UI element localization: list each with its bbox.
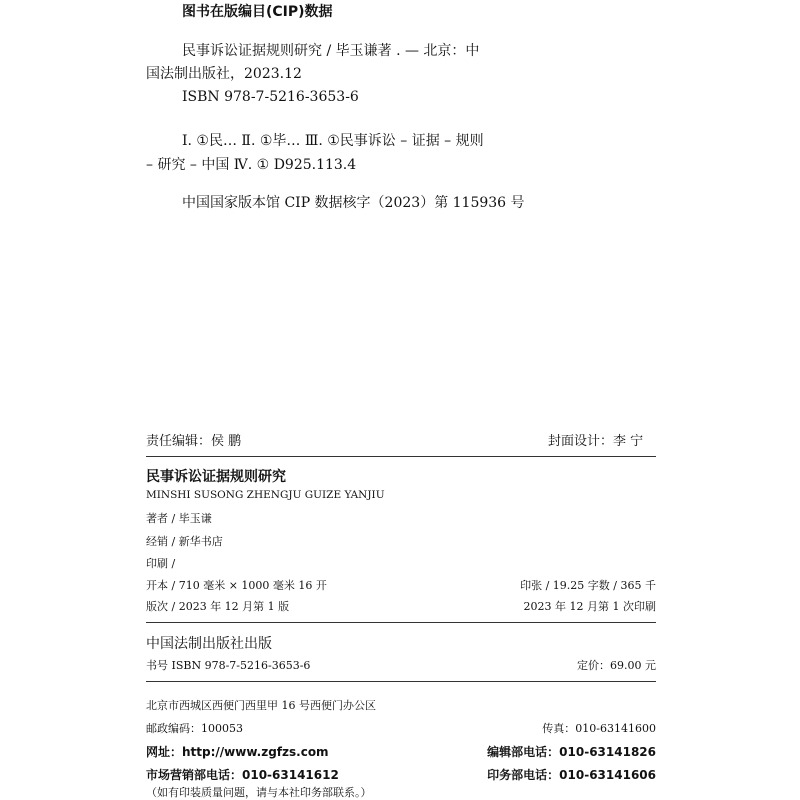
distributor: 经销 / 新华书店 <box>146 535 223 548</box>
author: 著者 / 毕玉谦 <box>146 512 212 525</box>
cover-designer: 封面设计：李 宁 <box>548 434 644 449</box>
cip-line-1: 民事诉讼证据规则研究 / 毕玉谦著 . — 北京：中 <box>182 43 480 59</box>
quality-note: （如有印装质量问题，请与本社印务部联系。） <box>146 786 372 799</box>
address: 北京市西城区西便门西里甲 16 号西便门办公区 <box>146 699 376 712</box>
printer: 印刷 / <box>146 557 176 570</box>
book-number: 书号 ISBN 978-7-5216-3653-6 <box>146 659 311 672</box>
cip-classification-2: – 研究 – 中国 Ⅳ. ① D925.113.4 <box>146 157 357 173</box>
divider <box>146 456 656 457</box>
price: 定价：69.00 元 <box>577 659 656 672</box>
cip-classification-1: Ⅰ. ①民… Ⅱ. ①毕… Ⅲ. ①民事诉讼 – 证据 – 规则 <box>182 133 484 149</box>
printed-sheets-word-count: 印张 / 19.25 字数 / 365 千 <box>520 579 656 592</box>
fax: 传真：010-63141600 <box>542 722 656 735</box>
book-title-pinyin: MINSHI SUSONG ZHENGJU GUIZE YANJIU <box>146 489 385 501</box>
cip-header: 图书在版编目(CIP)数据 <box>182 4 333 20</box>
book-title: 民事诉讼证据规则研究 <box>146 469 286 485</box>
responsible-editor: 责任编辑：侯 鹏 <box>146 434 242 449</box>
book-format: 开本 / 710 毫米 × 1000 毫米 16 开 <box>146 579 327 592</box>
cip-isbn: ISBN 978-7-5216-3653-6 <box>182 89 359 105</box>
edition: 版次 / 2023 年 12 月第 1 版 <box>146 600 290 613</box>
printing-dept-phone: 印务部电话：010-63141606 <box>487 768 656 782</box>
postcode: 邮政编码：100053 <box>146 722 243 735</box>
printing-date: 2023 年 12 月第 1 次印刷 <box>523 600 656 613</box>
publisher-name: 中国法制出版社出版 <box>146 636 272 652</box>
marketing-phone: 市场营销部电话：010-63141612 <box>146 768 339 782</box>
cip-line-2: 国法制出版社，2023.12 <box>146 66 302 82</box>
website: 网址：http://www.zgfzs.com <box>146 745 329 759</box>
divider <box>146 681 656 682</box>
divider <box>146 622 656 623</box>
cip-number: 中国国家版本馆 CIP 数据核字（2023）第 115936 号 <box>182 195 525 211</box>
editorial-phone: 编辑部电话：010-63141826 <box>487 745 656 759</box>
